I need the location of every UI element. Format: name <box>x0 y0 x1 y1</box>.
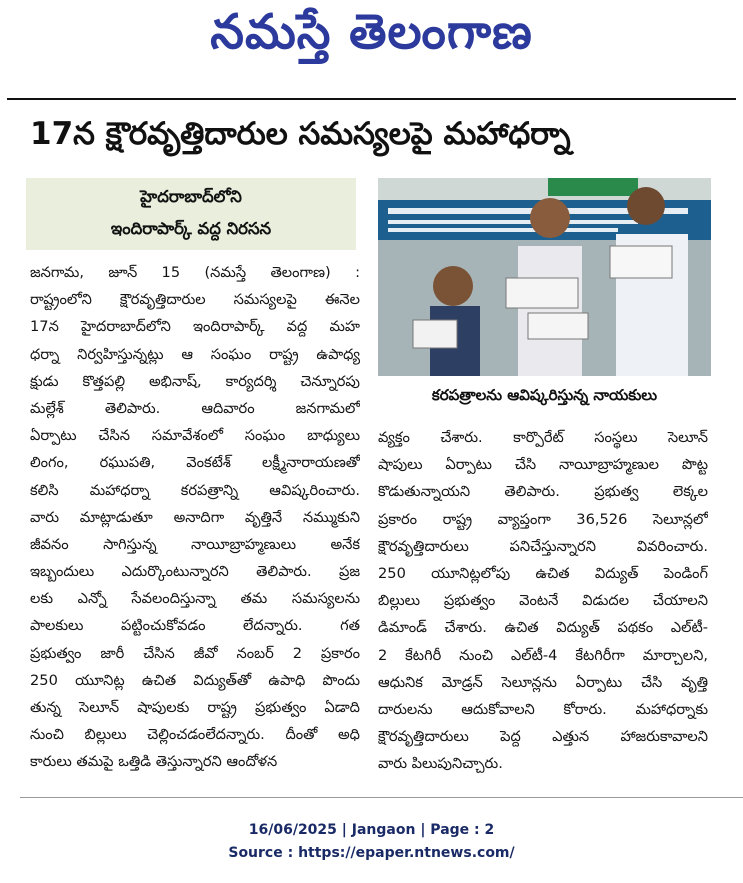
article-line: జనగామ, జూన్ 15 (నమస్తే తెలంగాణ) : <box>30 264 360 281</box>
article-right-column <box>378 424 708 777</box>
article-line: జీవనం సాగిస్తున్న నాయీబ్రాహ్మణులు అనేక <box>30 535 360 553</box>
article-line: 17న హైదరాబాద్‌లోని ఇందిరాపార్క్ వద్ద మహ <box>30 318 360 336</box>
article-line: క్షౌరవృత్తిదారులు పనిచేస్తున్నారని వివరించారు. <box>378 537 708 555</box>
article-line: దారులను ఆదుకోవాలని కోరారు. మహాధర్నాకు <box>378 700 708 718</box>
article-line: డిమాండ్ చేశారు. ఉచిత విద్యుత్ పథకం ఎల్‌టీ- <box>378 619 708 637</box>
article-line: మల్లేశ్ తెలిపారు. ఆదివారం జనగామలో <box>30 399 360 417</box>
article-line: వారు పిలుపునిచ్చారు. <box>378 755 503 773</box>
subheadline-line-1: హైదరాబాద్‌లోని <box>140 187 242 206</box>
news-photo-illustration <box>378 178 711 376</box>
article-line: 250 యూనిట్లలోపు ఉచిత విద్యుత్ పెండింగ్ <box>378 564 708 582</box>
article-line: షాపులు ఏర్పాటు చేసి నాయీబ్రాహ్మణుల పొట్ట <box>378 456 708 474</box>
article-line: పాలకులు పట్టించుకోవడం లేదన్నారు. గత <box>30 617 360 635</box>
article-line: ప్రకారం రాష్ట్ర వ్యాప్తంగా 36,526 సెలూన్లలో <box>378 510 708 528</box>
article-line: నుంచి బిల్లులు చెల్లించడంలేదన్నారు. దీంతో అధి <box>30 726 360 744</box>
article-line: కొడుతున్నాయని తెలిపారు. ప్రభుత్వ లెక్కల <box>378 483 708 501</box>
bottom-divider <box>20 797 743 798</box>
article-line: ఆధునిక మోడ్రన్ సెలూన్లను ఏర్పాటు చేసి వృత్తి <box>378 673 708 691</box>
subheadline-line-2: ఇందిరాపార్క్ వద్ద నిరసన <box>110 219 272 238</box>
article-line: ఇబ్బందులు ఎదుర్కొంటున్నారని తెలిపారు. ప్రజ <box>30 563 360 581</box>
article-line: రాష్ట్రంలోని క్షౌరవృత్తిదారుల సమస్యలపై ఈనెల <box>30 291 360 309</box>
article-line: లకు ఎన్నో సేవలందిస్తున్నా తమ సమస్యలను <box>30 590 360 608</box>
article-line: క్షుడు కొత్తపల్లి అభినాష్, కార్యదర్శి చెన్నూరపు <box>30 372 360 390</box>
news-photo <box>378 178 711 376</box>
article-line: వారు మాట్లాడుతూ అనాదిగా వృత్తినే నమ్ముకుని <box>30 508 360 526</box>
photo-caption: కరపత్రాలను ఆవిష్కరిస్తున్న నాయకులు <box>431 386 658 404</box>
masthead <box>0 0 743 84</box>
article-left-column <box>30 259 360 776</box>
masthead-logo: నమస్తే తెలంగాణ <box>210 4 533 60</box>
article-line: ఏర్పాటు చేసిన సమావేశంలో సంఘం బాధ్యులు <box>30 427 360 445</box>
article-line: వ్యక్తం చేశారు. కార్పొరేట్ సంస్థలు సెలూన్ <box>378 429 708 446</box>
article-line: క్షౌరవృత్తిదారులు పెద్ద ఎత్తున హాజరుకావాలని <box>378 728 708 746</box>
article-line: ప్రభుత్వం జారీ చేసిన జీవో నంబర్ 2 ప్రకారం <box>30 644 360 662</box>
article-line: కలిసి మహాధర్నా కరపత్రాన్ని ఆవిష్కరించారు. <box>30 481 360 499</box>
article-line: 2 కేటగిరీ నుంచి ఎల్‌టీ-4 కేటగిరీగా మార్చాలని, <box>378 646 708 664</box>
article-headline: 17న క్షౌరవృత్తిదారుల సమస్యలపై మహాధర్నా <box>30 116 571 152</box>
article-line: ధర్నా నిర్వహిస్తున్నట్లు ఆ సంఘం రాష్ట్ర ఉపాధ్య <box>30 345 360 363</box>
article-line: లింగం, రఘుపతి, వెంకటేశ్ లక్ష్మీనారాయణతో <box>30 454 360 472</box>
article-line: బిల్లులు ప్రభుత్వం వెంటనే విడుదల చేయాలని <box>378 592 708 610</box>
footer-date-edition: 16/06/2025 | Jangaon | Page : 2 <box>248 822 495 838</box>
footer-source: Source : https://epaper.ntnews.com/ <box>228 845 515 861</box>
article-line: 250 యూనిట్ల ఉచిత విద్యుత్‌తో ఉపాధి పొందు <box>30 671 360 689</box>
top-divider <box>7 98 736 100</box>
article-line: కారులు తమపై ఒత్తిడి తెస్తున్నారని ఆందోళన <box>30 753 278 771</box>
article-line: తున్న సెలూన్ షాపులకు రాష్ట్ర ప్రభుత్వం ఏడాది <box>30 699 360 716</box>
subheadline-box <box>26 178 356 250</box>
